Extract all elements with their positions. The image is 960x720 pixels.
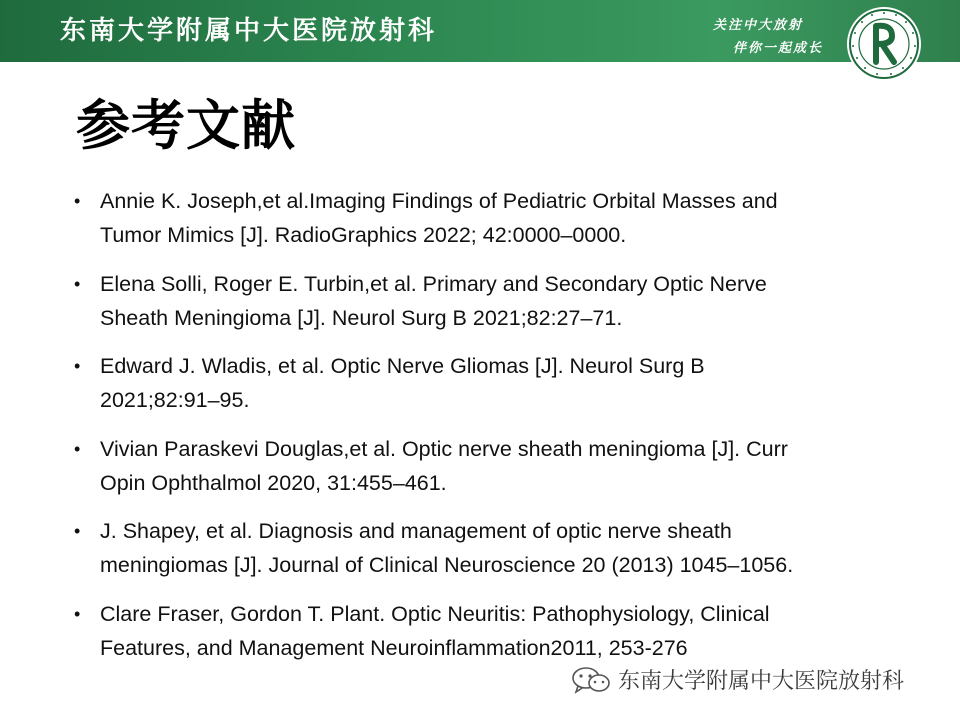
bullet-icon: • [74,521,81,541]
reference-line: Features, and Management Neuroinflammation2011, 253-276 [100,635,688,660]
bullet-icon: • [74,191,81,211]
reference-item [74,349,894,417]
reference-item [74,514,894,582]
reference-line: Elena Solli, Roger E. Turbin,et al. Primary and Secondary Optic Nerve [100,271,767,296]
reference-line: Edward J. Wladis, et al. Optic Nerve Gliomas [J]. Neurol Surg B [100,354,705,378]
reference-line: Sheath Meningioma [J]. Neurol Surg B 2021;82:27–71. [100,305,623,330]
wechat-icon [570,666,612,694]
reference-line: Clare Fraser, Gordon T. Plant. Optic Neuritis: Pathophysiology, Clinical [100,601,770,626]
watermark-text: 东南大学附属中大医院放射科 [618,669,905,694]
bullet-icon: • [74,438,81,459]
slogan-line-2: 伴你一起成长 [733,41,824,56]
reference-line: Annie K. Joseph,et al.Imaging Findings of Pediatric Orbital Masses and [100,189,778,213]
reference-item [74,432,894,500]
reference-line: Vivian Paraskevi Douglas,et al. Optic nerve sheath meningioma [J]. Curr [100,436,788,461]
reference-line: Tumor Mimics [J]. RadioGraphics 2022; 42:0000–0000. [100,223,627,247]
header-title: 东南大学附属中大医院放射科 [60,16,438,46]
header-banner [0,0,960,62]
bullet-icon: • [74,356,81,376]
reference-line: meningiomas [J]. Journal of Clinical Neuroscience 20 (2013) 1045–1056. [100,553,794,577]
reference-item [74,597,894,665]
page-title: 参考文献 [76,94,296,157]
bullet-icon: • [74,273,81,294]
hospital-logo-icon [846,6,922,82]
reference-item [74,267,894,335]
reference-line: 2021;82:91–95. [100,388,250,412]
reference-line: J. Shapey, et al. Diagnosis and management of optic nerve sheath [100,519,732,543]
wechat-watermark [570,664,904,695]
bullet-icon: • [74,603,81,624]
reference-line: Opin Ophthalmol 2020, 31:455–461. [100,470,447,495]
slogan-line-1: 关注中大放射 [713,18,804,33]
reference-item [74,184,894,252]
reference-list [74,184,894,679]
